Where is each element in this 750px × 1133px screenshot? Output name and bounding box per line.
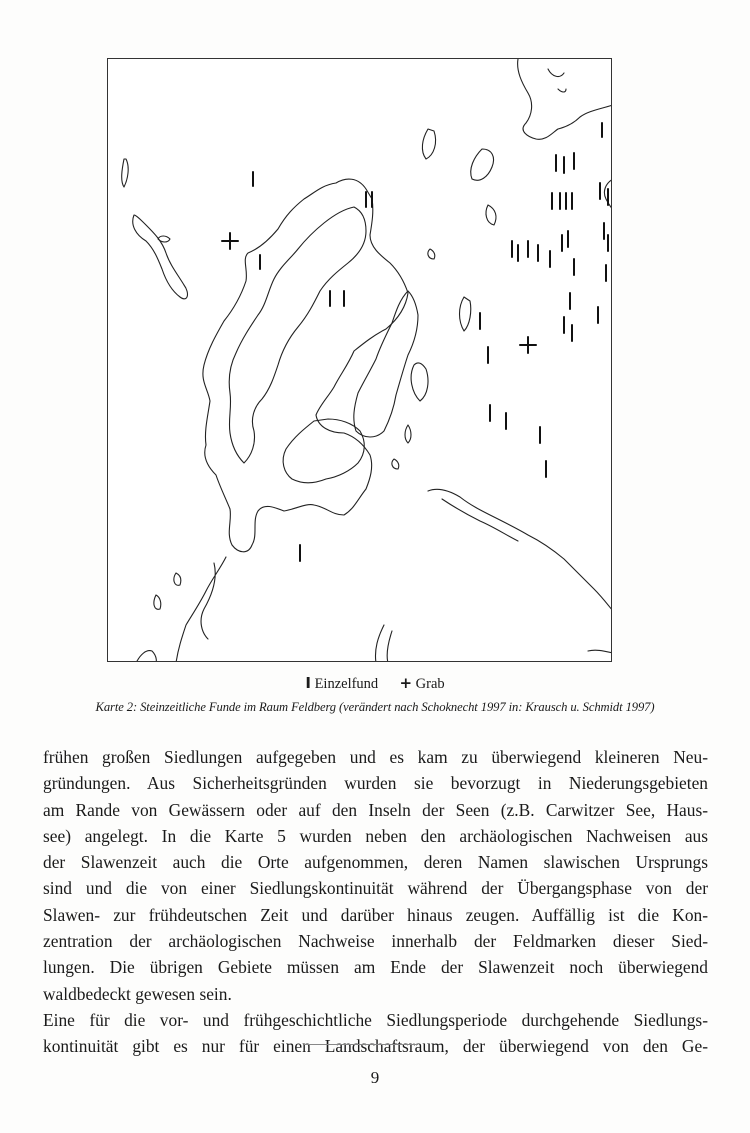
lake-southwest-small bbox=[136, 573, 181, 662]
lake-west-island bbox=[158, 236, 170, 242]
lake-map-figure bbox=[107, 58, 612, 662]
text-line: Eine für die vor- und frühgeschichtliche Siedlungsperiode durchgehende Siedlungs- bbox=[43, 1009, 708, 1030]
map-legend bbox=[0, 673, 750, 694]
lake-south bbox=[283, 419, 364, 483]
lake-northeast bbox=[518, 59, 612, 139]
lake-outline-inner bbox=[229, 207, 366, 463]
text-line: lungen. Die übrigen Gebiete müssen am Ende der Slawenzeit noch überwiegend bbox=[43, 957, 708, 978]
single-find-symbol: I bbox=[305, 674, 311, 692]
lake-east-arm bbox=[354, 291, 418, 437]
lake-east-small-1 bbox=[486, 205, 496, 225]
text-line: zentration der archäologischen Nachweise innerhalb der Feldmarken dieser Sied- bbox=[43, 931, 708, 952]
grave-symbol: + bbox=[399, 674, 413, 692]
text-line: kontinuität gibt es nur für einen Landschaftsraum, der überwiegend von den Ge- bbox=[43, 1036, 708, 1057]
lake-north-center-2 bbox=[471, 149, 494, 180]
lake-outline-outer bbox=[203, 179, 408, 552]
text-line: sind und die von einer Siedlungskontinuität während der Übergangsphase von der bbox=[43, 878, 708, 899]
page-number: 9 bbox=[370, 1068, 380, 1087]
figure-caption: Karte 2: Steinzeitliche Funde im Raum Feldberg (verändert nach Schoknecht 1997 in: Krausch u. Schmidt 1997) bbox=[95, 700, 655, 714]
text-line: der Slawenzeit auch die Orte aufgenommen, deren Namen slawischen Ursprungs bbox=[43, 852, 708, 873]
single-find-markers bbox=[253, 123, 608, 561]
lake-east-small-5 bbox=[392, 459, 399, 469]
footer-rule bbox=[304, 1044, 418, 1045]
text-line: gründungen. Aus Sicherheitsgründen wurden sie bevorzugt in Niederungsgebieten bbox=[43, 773, 708, 794]
lake-east-small-4 bbox=[405, 425, 411, 443]
text-line: Slawen- zur frühdeutschen Zeit und darüber hinaus zeugen. Auffällig ist die Kon- bbox=[43, 904, 708, 925]
body-paragraph bbox=[43, 744, 708, 1060]
text-line: am Rande von Gewässern oder auf den Inseln der Seen (z.B. Carwitzer See, Haus- bbox=[43, 799, 708, 820]
lake-east-small-2 bbox=[460, 297, 471, 331]
grave-markers bbox=[222, 233, 536, 353]
lake-west-mid bbox=[133, 215, 188, 299]
lake-west-top bbox=[122, 159, 128, 187]
lake-east-small-3 bbox=[411, 363, 428, 401]
single-find-label: Einzelfund bbox=[314, 676, 379, 692]
text-line: frühen großen Siedlungen aufgegeben und es kam zu überwiegend kleineren Neu- bbox=[43, 747, 708, 767]
lake-south-small bbox=[375, 625, 392, 662]
lake-south-east bbox=[588, 650, 612, 653]
lake-southwest bbox=[176, 557, 226, 662]
text-line: waldbedeckt gewesen sein. bbox=[43, 983, 232, 1004]
text-line: see) angelegt. In die Karte 5 wurden neben den archäologischen Nachweisen aus bbox=[43, 825, 708, 846]
lake-north-center bbox=[422, 129, 435, 159]
map-drawing bbox=[108, 59, 612, 662]
lake-central-small bbox=[428, 249, 435, 259]
lake-east-long bbox=[428, 489, 612, 611]
grave-label: Grab bbox=[415, 676, 445, 692]
